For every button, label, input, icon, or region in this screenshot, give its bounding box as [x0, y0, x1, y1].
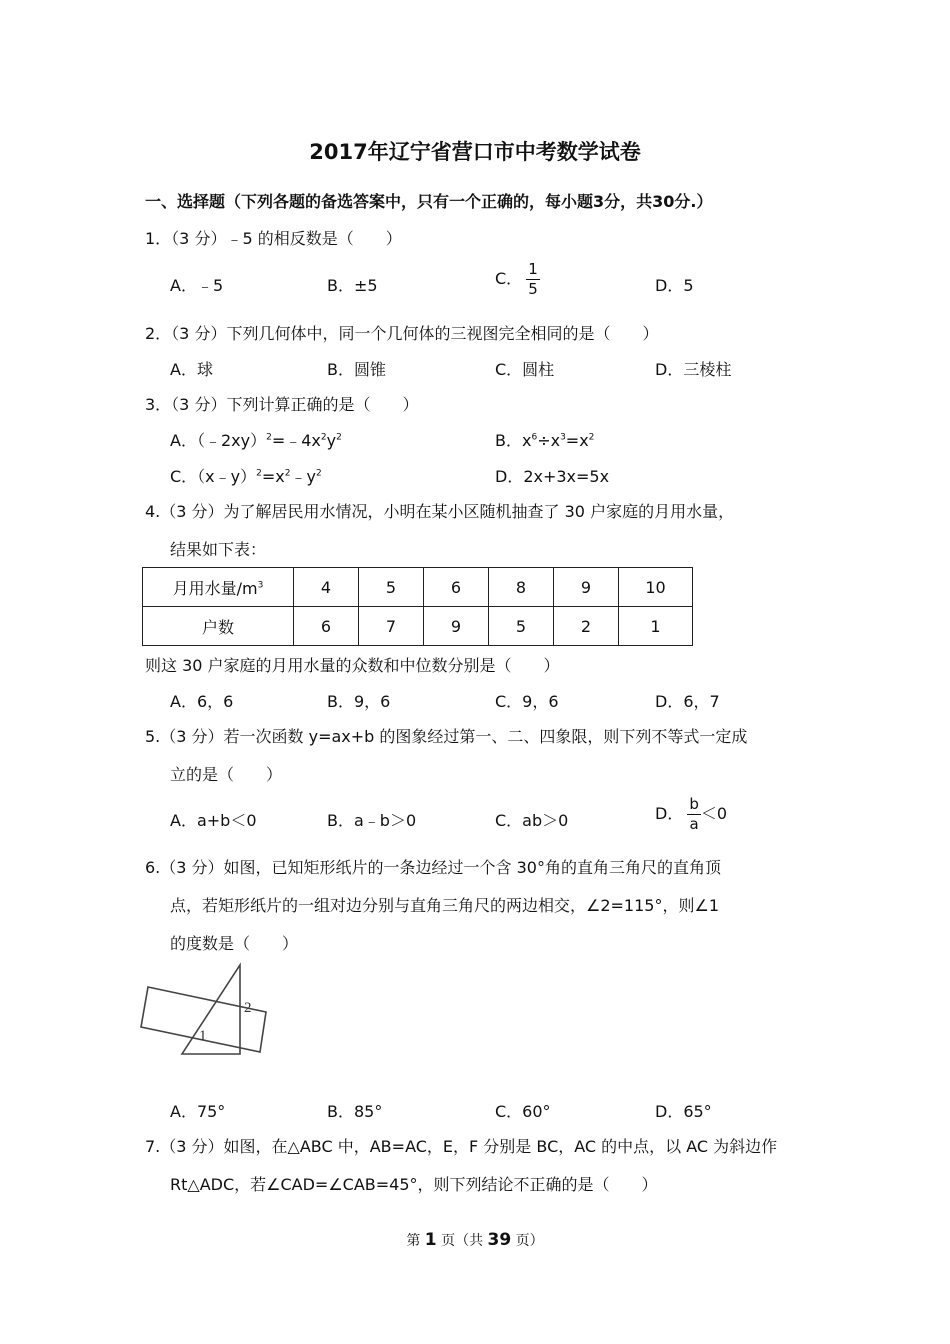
- table-cell: 6: [294, 607, 359, 646]
- q1-option-d: D．5: [655, 276, 694, 295]
- q3-c-exp: 2: [256, 468, 262, 479]
- q3-option-c: [170, 464, 322, 487]
- q3-a-text: =﹣4x: [271, 431, 321, 450]
- table-header-cell: 户数: [143, 607, 294, 646]
- q5-option-d-label: D．: [655, 804, 684, 823]
- q3-c-text: =x: [261, 467, 285, 486]
- current-page-number: 1: [424, 1230, 437, 1250]
- table-cell: 5: [359, 568, 424, 607]
- question-7-stem-line1: 7.（3 分）如图，在△ABC 中，AB=AC，E，F 分别是 BC，AC 的中点，以 AC 为斜边作: [145, 1137, 778, 1156]
- q2-option-d: D．三棱柱: [655, 360, 732, 379]
- q6-option-d: D．65°: [655, 1102, 712, 1121]
- footer-text: 页（共: [436, 1233, 488, 1249]
- water-usage-table: [142, 567, 693, 646]
- table-cell: 9: [424, 607, 489, 646]
- q5-option-d: [655, 797, 727, 832]
- q3-option-d: D．2x+3x=5x: [495, 467, 610, 486]
- header-exp: 3: [257, 580, 264, 591]
- q3-c-exp: 2: [284, 468, 291, 479]
- q3-a-exp: 2: [266, 432, 272, 443]
- table-cell: 2: [554, 607, 619, 646]
- q3-option-b: [495, 428, 594, 451]
- table-row: [143, 568, 693, 607]
- q4-option-c: C．9，6: [495, 692, 559, 711]
- q3-a-text: A．（﹣2xy）: [170, 431, 267, 450]
- question-6-stem-line3: 的度数是（ ）: [170, 934, 299, 953]
- question-3-stem: 3．（3 分）下列计算正确的是（ ）: [145, 395, 419, 414]
- q3-c-exp: 2: [315, 468, 322, 479]
- table-cell: 5: [489, 607, 554, 646]
- question-4-stem-line2: 结果如下表：: [170, 540, 267, 559]
- table-header-cell: [143, 568, 294, 607]
- q4-option-a: A．6，6: [170, 692, 234, 711]
- header-text: 月用水量/m: [172, 578, 258, 598]
- q3-b-text: ÷x: [537, 431, 561, 450]
- question-6-stem-line1: 6.（3 分）如图，已知矩形纸片的一条边经过一个含 30°角的直角三角尺的直角顶: [145, 858, 721, 877]
- question-2-stem: 2．（3 分）下列几何体中，同一个几何体的三视图完全相同的是（ ）: [145, 324, 659, 343]
- question-5-stem-line2: 立的是（ ）: [170, 765, 283, 784]
- q3-option-a: [170, 428, 342, 451]
- page-footer: [0, 1230, 950, 1250]
- section-heading: 一、选择题（下列各题的备选答案中，只有一个正确的，每小题3分，共30分.）: [145, 192, 713, 211]
- q4-option-b: B．9，6: [327, 692, 391, 711]
- q6-option-a: A．75°: [170, 1102, 226, 1121]
- q4-option-d: D．6，7: [655, 692, 720, 711]
- question-4-question: 则这 30 户家庭的月用水量的众数和中位数分别是（ ）: [145, 656, 560, 675]
- q3-a-text: y: [326, 431, 337, 450]
- fraction-numerator: b: [689, 795, 699, 813]
- q3-b-text: B．x: [495, 431, 532, 450]
- footer-text: 第: [406, 1233, 425, 1249]
- question-6-stem-line2: 点，若矩形纸片的一组对边分别与直角三角尺的两边相交，∠2=115°，则∠1: [170, 896, 719, 915]
- q1-option-a: A．﹣5: [170, 276, 224, 295]
- q3-a-exp: 2: [320, 432, 327, 443]
- footer-text: 页）: [511, 1233, 544, 1249]
- q3-b-exp: 6: [531, 432, 538, 443]
- q3-b-text: =x: [565, 431, 589, 450]
- q2-option-a: A．球: [170, 360, 213, 379]
- fraction: [526, 262, 540, 297]
- fraction: [687, 797, 701, 832]
- table-cell: 6: [424, 568, 489, 607]
- table-cell: 4: [294, 568, 359, 607]
- q1-option-c: [495, 262, 540, 297]
- table-cell: 10: [619, 568, 693, 607]
- angle-1-label: 1: [199, 1028, 207, 1044]
- question-4-stem-line1: 4.（3 分）为了解居民用水情况，小明在某小区随机抽查了 30 户家庭的月用水量，: [145, 502, 735, 521]
- table-cell: 8: [489, 568, 554, 607]
- q1-option-b: B．±5: [327, 276, 378, 295]
- question-1-stem: 1．（3 分）﹣5 的相反数是（ ）: [145, 229, 402, 248]
- q1-option-c-label: C．: [495, 269, 523, 288]
- table-row: [143, 607, 693, 646]
- q5-option-a: A．a+b＜0: [170, 811, 257, 830]
- q3-b-exp: 3: [560, 432, 566, 443]
- q2-option-b: B．圆锥: [327, 360, 386, 379]
- table-cell: 1: [619, 607, 693, 646]
- rectangle-triangle-figure: [138, 960, 273, 1060]
- q3-c-text: C．（x﹣y）: [170, 467, 257, 486]
- fraction-numerator: 1: [528, 260, 538, 278]
- q5-option-b: B．a﹣b＞0: [327, 811, 417, 830]
- table-cell: 9: [554, 568, 619, 607]
- table-cell: 7: [359, 607, 424, 646]
- angle-2-label: 2: [244, 1000, 252, 1016]
- set-square-triangle: [182, 965, 240, 1054]
- q3-a-exp: 2: [336, 432, 342, 443]
- q5-option-d-suffix: ＜0: [700, 804, 728, 823]
- q2-option-c: C．圆柱: [495, 360, 555, 379]
- q3-b-exp: 2: [588, 432, 595, 443]
- q6-option-c: C．60°: [495, 1102, 551, 1121]
- q6-option-b: B．85°: [327, 1102, 383, 1121]
- question-7-stem-line2: Rt△ADC，若∠CAD=∠CAB=45°，则下列结论不正确的是（ ）: [170, 1175, 658, 1194]
- fraction-denominator: 5: [528, 280, 538, 298]
- question-5-stem-line1: 5.（3 分）若一次函数 y=ax+b 的图象经过第一、二、四象限，则下列不等式一定成: [145, 727, 748, 746]
- page-title: 2017年辽宁省营口市中考数学试卷: [309, 140, 641, 164]
- total-page-count: 39: [487, 1230, 512, 1250]
- q5-option-c: C．ab＞0: [495, 811, 569, 830]
- q3-c-text: ﹣y: [290, 467, 316, 486]
- fraction-denominator: a: [689, 815, 699, 833]
